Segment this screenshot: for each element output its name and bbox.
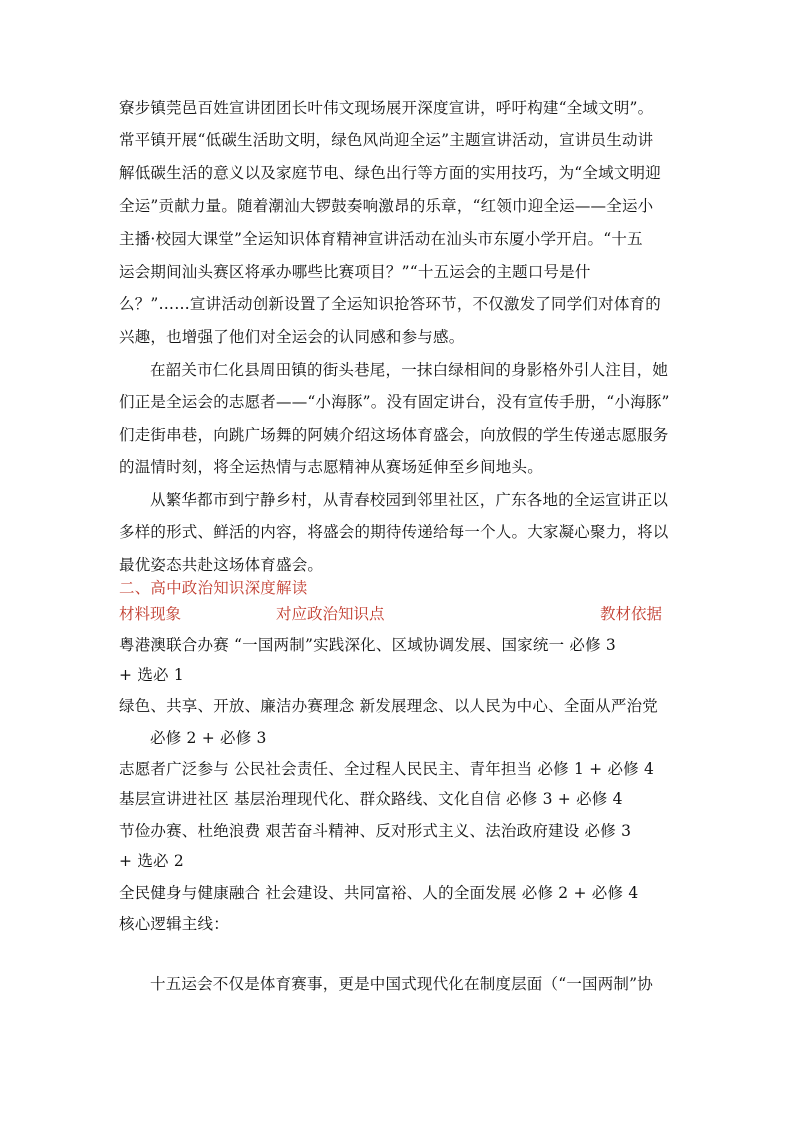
table-row-5-line-1: 节俭办赛、杜绝浪费 艰苦奋斗精神、反对形式主义、法治政府建设 必修 3 — [119, 822, 632, 840]
closing-line: 十五运会不仅是体育赛事，更是中国式现代化在制度层面（“一国两制”协 — [150, 975, 653, 993]
paragraph-1-line-8: 兴趣，也增强了他们对全运会的认同感和参与感。 — [119, 328, 465, 346]
paragraph-1-line-6: 运会期间汕头赛区将承办哪些比赛项目？”“十五运会的主题口号是什 — [119, 263, 591, 281]
table-header-textbook: 教材依据 — [600, 605, 663, 623]
paragraph-1-line-7: 么？”……宣讲活动创新设置了全运知识抢答环节，不仅激发了同学们对体育的 — [119, 295, 661, 313]
paragraph-1-line-1: 寮步镇莞邑百姓宣讲团团长叶伟文现场展开深度宣讲，呼吁构建“全域文明”。 — [119, 99, 654, 117]
table-row-6: 全民健身与健康融合 社会建设、共同富裕、人的全面发展 必修 2 + 必修 4 — [119, 884, 639, 902]
paragraph-3-line-3: 最优姿态共赴这场体育盛会。 — [119, 556, 324, 574]
paragraph-2-line-2: 们正是全运会的志愿者——“小海豚”。没有固定讲台，没有宣传手册，“小海豚” — [119, 393, 670, 411]
table-row-3: 志愿者广泛参与 公民社会责任、全过程人民民主、青年担当 必修 1 + 必修 4 — [119, 760, 655, 778]
paragraph-1-line-2: 常平镇开展“低碳生活助文明，绿色风尚迎全运”主题宣讲活动，宣讲员生动讲 — [119, 131, 654, 149]
section-heading: 二、高中政治知识深度解读 — [119, 579, 308, 597]
table-row-1-line-2: + 选必 1 — [119, 666, 184, 684]
paragraph-1-line-5: 主播·校园大课堂”全运知识体育精神宣讲活动在汕头市东厦小学开启。“十五 — [119, 230, 643, 248]
paragraph-2-line-3: 们走街串巷，向跳广场舞的阿姨介绍这场体育盛会，向放假的学生传递志愿服务 — [119, 426, 669, 444]
paragraph-1-line-4: 全运”贡献力量。随着潮汕大锣鼓奏响激昂的乐章，“红领巾迎全运——全运小 — [119, 197, 654, 215]
table-row-2-line-2: 必修 2 + 必修 3 — [150, 729, 267, 747]
table-row-2-line-1: 绿色、共享、开放、廉洁办赛理念 新发展理念、以人民为中心、全面从严治党 — [119, 697, 658, 715]
table-row-5-line-2: + 选必 2 — [119, 852, 184, 870]
table-header-knowledge: 对应政治知识点 — [276, 605, 385, 623]
paragraph-3-line-2: 多样的形式、鲜活的内容，将盛会的期待传递给每一个人。大家凝心聚力，将以 — [119, 523, 669, 541]
paragraph-3-line-1: 从繁华都市到宁静乡村，从青春校园到邻里社区，广东各地的全运宣讲正以 — [150, 491, 669, 509]
table-row-1-line-1: 粤港澳联合办赛 “一国两制”实践深化、区域协调发展、国家统一 必修 3 — [119, 636, 616, 654]
table-header-phenomenon: 材料现象 — [119, 605, 182, 623]
paragraph-2-line-1: 在韶关市仁化县周田镇的街头巷尾，一抹白绿相间的身影格外引人注目，她 — [150, 361, 669, 379]
core-logic-label: 核心逻辑主线： — [119, 915, 229, 933]
paragraph-1-line-3: 解低碳生活的意义以及家庭节电、绿色出行等方面的实用技巧，为“全域文明迎 — [119, 164, 661, 182]
paragraph-2-line-4: 的温情时刻，将全运热情与志愿精神从赛场延伸至乡间地头。 — [119, 458, 543, 476]
table-row-4: 基层宣讲进社区 基层治理现代化、群众路线、文化自信 必修 3 + 必修 4 — [119, 790, 623, 808]
